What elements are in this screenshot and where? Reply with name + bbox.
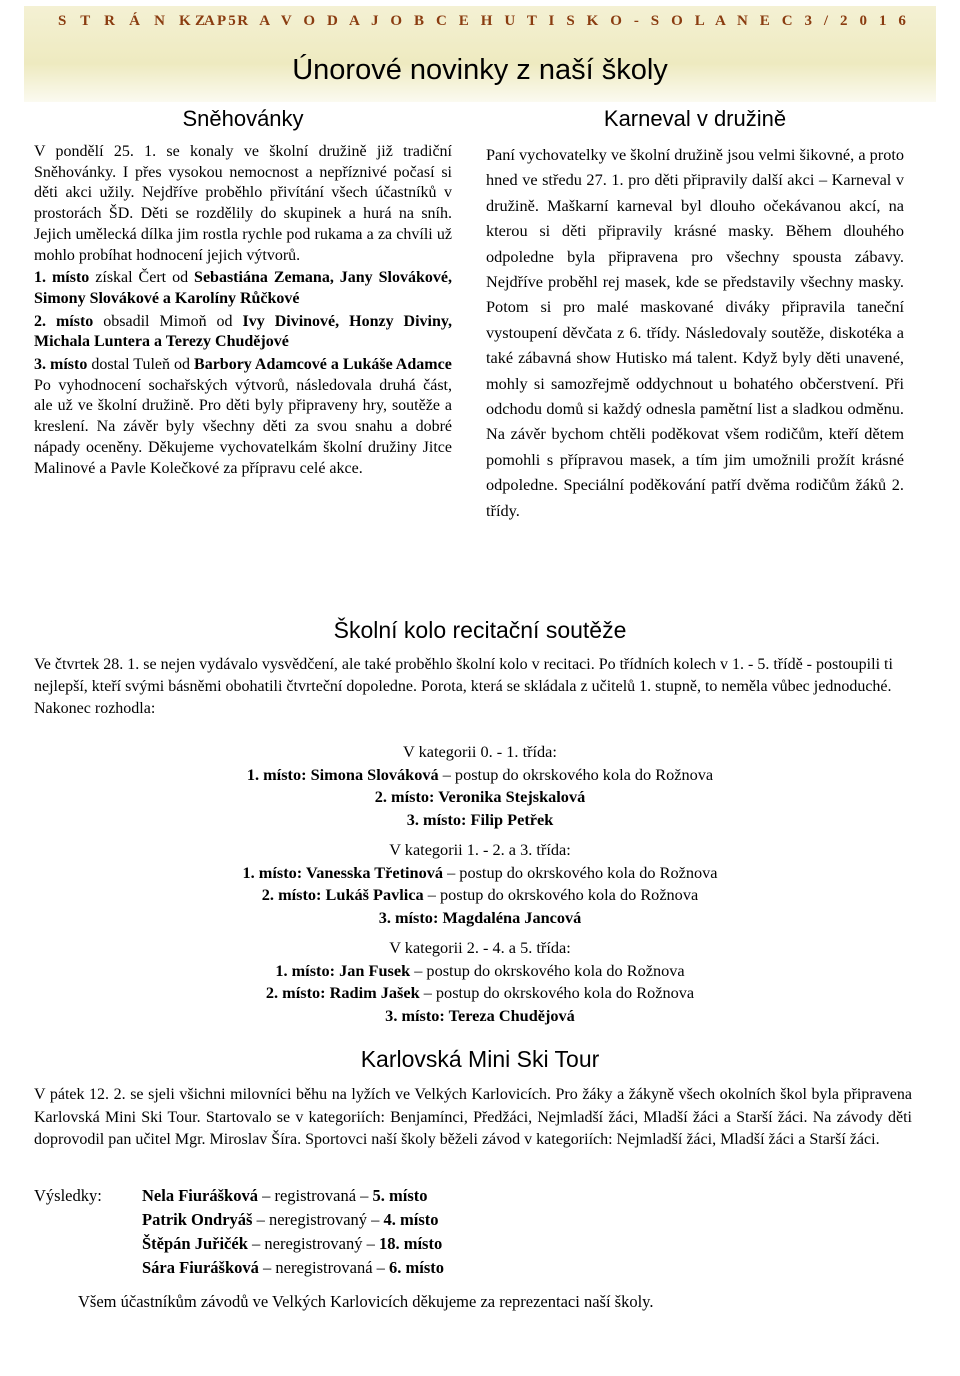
category-block (0, 741, 960, 831)
magazine-name: Z P R A V O D A J O B C E H U T I S K O - S O L A N E C 3 / 2 0 1 6 (195, 13, 910, 29)
result-note: – postup do okrskového kola do Rožnova (410, 960, 685, 980)
category-label: V kategorii 2. - 4. a 5. třída: (389, 938, 571, 957)
result-winner: 1. místo: Simona Slováková (246, 764, 439, 784)
racer-place: 4. místo (383, 1210, 439, 1229)
karneval-heading: Karneval v družině (603, 106, 787, 131)
snehovanky-outro: Po vyhodnocení sochařských výtvorů, následovala druhá část, ale už ve školní družině. Pro děti byly připraveny hry, soutěže a kreslení. Na závěr byly všechny děti za svou snahu a dobré nápady oceněny. Děkujeme vychovatelkám školní družiny Jitce Malinové a Pavle Kolečkové za přípravu celé akce. (34, 376, 452, 477)
result-row (0, 1005, 960, 1028)
result-row (0, 764, 960, 787)
racer-name: Patrik Ondryáš (142, 1210, 253, 1229)
result-row (0, 862, 960, 885)
snehovanky-intro: V pondělí 25. 1. se konaly ve školní družině již tradiční Sněhovánky. I přes vysokou nemocnost a nepříznivé počasí si děti akci užily. Nejdříve proběhlo přivítání všech účastníků v prostorách ŠD. Děti se rozdělily do skupinek a hurá na sníh. Jejich umělecká dílka jim rostla rychle pod rukama a za chvíli už mohlo probíhat hodnocení jejich výtvorů. (34, 143, 452, 264)
karneval-text: Paní vychovatelky ve školní družině jsou velmi šikovné, a proto hned ve středu 27. 1. pro děti připravily další akci – Karneval v družině. Maškarní karneval byl dlouho očekávanou akcí, na kterou si děti připravily krásné masky. Během dlouhého odpoledne byla připravena pro všechny spousta zábavy. Nejdříve proběhl rej masek, kde se představily všechny masky. Potom si pro malé maskované diváky připravila taneční vystoupení děvčata z 6. třídy. Následovaly soutěže, diskotéka a také zábavná show Hutisko má talent. Když byly děti unavené, mohly si samozřejmě oddychnout u bohatého občerstvení. Při odchodu domů si každý odnesla pamětní list a sladkou odměnu. Na závěr bychom chtěli poděkovat všem rodičům, kteří dětem pomohli s přípravou masek, a tím jim umožnili prožít krásné odpoledne. Speciální poděkování patří dvěma rodičům žáků 2. třídy. (486, 145, 904, 520)
result-item (142, 1232, 444, 1256)
snehovanky-heading: Sněhovánky (182, 106, 304, 131)
place-names: Barbory Adamcové a Lukáše Adamce (194, 356, 452, 374)
ski-intro: V pátek 12. 2. se sjeli všichni milovníci běhu na lyžích ve Velkých Karlovicích. Pro žáky a žákyně všech okolních škol byla připravena Karlovská Mini Ski Tour. Startovalo se v kategoriích: Benjamínci, Předžáci, Nejmladší žáci, Mladší žáci a Starší žáci. Na závody děti doprovodil pan učitel Mgr. Miroslav Šíra. Sportovci naší školy běželi závod v kategoriích: Nejmladší žáci, Mladší žáci a Starší žáci. (34, 1086, 912, 1148)
racer-name: Nela Fiurášková (142, 1186, 258, 1205)
result-winner: 1. místo: Vanesska Třetinová (242, 862, 444, 882)
result-winner: 3. místo: Magdaléna Jancová (378, 907, 582, 927)
place-text: dostal Tuleň od (87, 356, 195, 374)
result-row (0, 907, 960, 930)
ski-heading: Karlovská Mini Ski Tour (360, 1046, 600, 1072)
place-names: Sebastiána Zemana, Jany Slovákové, Simony Slovákové a Karolíny Růčkové (34, 269, 452, 307)
result-note: – postup do okrskového kola do Rožnova (419, 983, 695, 1002)
page-number: S T R Á N K A 5 (58, 13, 241, 29)
result-row (0, 884, 960, 907)
header-bar (24, 6, 936, 102)
place-text: obsadil Mimoň od (93, 312, 243, 330)
result-row (0, 982, 960, 1005)
ski-thanks: Všem účastníkům závodů ve Velkých Karlovicích děkujeme za reprezentaci naší školy. (78, 1292, 654, 1311)
place-text: získal Čert od (89, 269, 195, 287)
recitace-intro: Ve čtvrtek 28. 1. se nejen vydávalo vysvědčení, ale také proběhlo školní kolo v recitaci. Po třídních kolech v 1. - 5. třídě - postoupili ti nejlepší, kteří svými básněmi obohatili čtvrteční dopoledne. Porota, která se skládala z učitelů 1. stupně, to neměla vůbec jednoduché. Nakonec rozhodla: (34, 656, 893, 717)
place-number: 2. místo (34, 312, 94, 330)
result-winner: 3. místo: Filip Petřek (406, 809, 554, 829)
result-note: – postup do okrskového kola do Rožnova (443, 862, 718, 882)
racer-status: – registrovaná – (257, 1186, 373, 1205)
racer-status: – neregistrovaná – (258, 1258, 390, 1277)
place-item (34, 312, 452, 353)
result-note: – postup do okrskového kola do Rožnova (423, 885, 699, 904)
place-item (34, 268, 452, 309)
place-item (34, 355, 452, 376)
racer-name: Sára Fiurášková (142, 1258, 259, 1277)
category-block (0, 937, 960, 1027)
result-winner: 2. místo: Veronika Stejskalová (374, 787, 586, 806)
racer-place: 5. místo (372, 1186, 428, 1205)
racer-place: 6. místo (389, 1258, 445, 1277)
results-label: Výsledky: (34, 1186, 102, 1205)
article-karneval (486, 106, 904, 523)
place-number: 3. místo (34, 356, 88, 374)
result-row (0, 786, 960, 809)
result-note: – postup do okrskového kola do Rožnova (438, 764, 714, 784)
place-number: 1. místo (34, 269, 90, 287)
category-block (0, 839, 960, 929)
result-item (142, 1256, 444, 1280)
category-label: V kategorii 0. - 1. třída: (403, 742, 557, 761)
result-item (142, 1208, 444, 1232)
racer-status: – neregistrovaný – (252, 1210, 384, 1229)
article-snehovanky (34, 106, 452, 479)
racer-place: 18. místo (378, 1234, 443, 1253)
snehovanky-places (34, 268, 452, 376)
result-row (0, 960, 960, 983)
result-winner: 3. místo: Tereza Chudějová (385, 1005, 575, 1025)
racer-status: – neregistrovaný – (247, 1234, 379, 1253)
result-winner: 2. místo: Radim Jašek (265, 983, 420, 1002)
racer-name: Štěpán Juřičék (142, 1234, 248, 1253)
result-row (0, 809, 960, 832)
recitace-heading: Školní kolo recitační soutěže (333, 617, 627, 643)
place-names: Ivy Divinové, Honzy Diviny, Michala Luntera a Terezy Chudějové (34, 312, 452, 351)
result-item (142, 1184, 444, 1208)
result-winner: 2. místo: Lukáš Pavlica (261, 885, 424, 904)
category-label: V kategorii 1. - 2. a 3. třída: (389, 840, 571, 859)
page-title: Únorové novinky z naší školy (292, 54, 668, 86)
results-list (142, 1184, 444, 1280)
result-winner: 1. místo: Jan Fusek (275, 960, 411, 980)
